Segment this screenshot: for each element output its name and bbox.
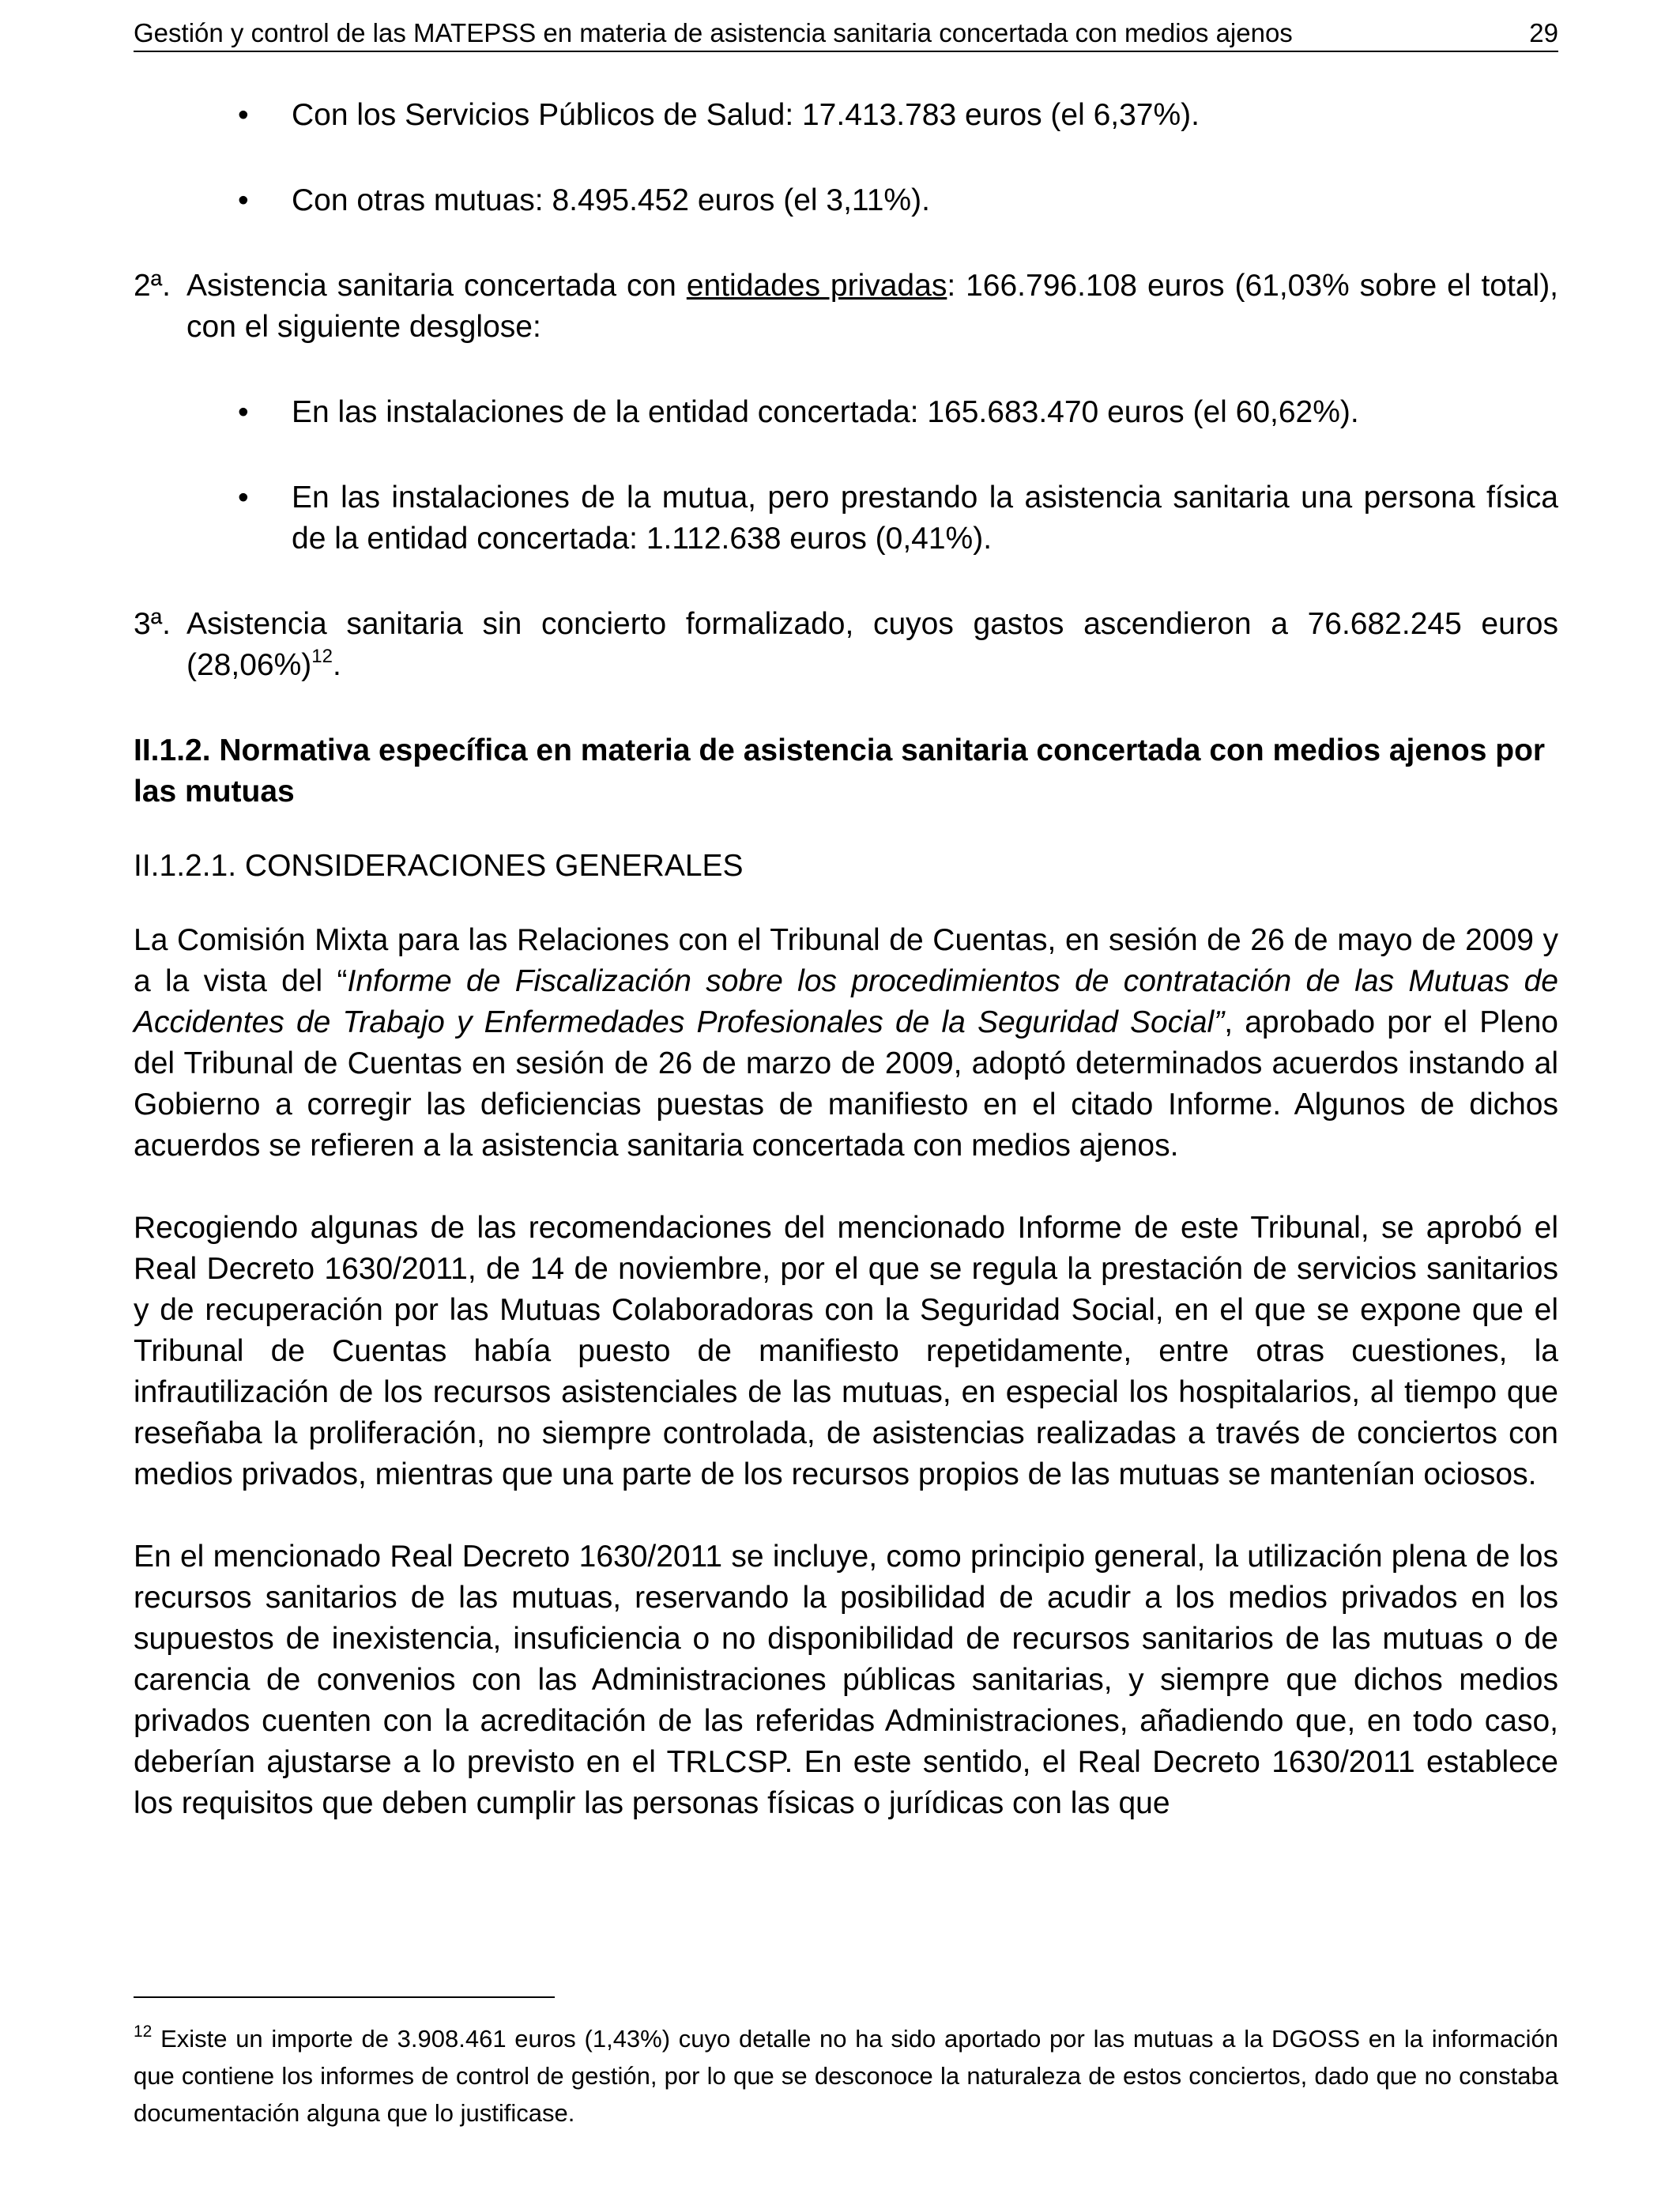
paragraph-2: Recogiendo algunas de las recomendaciones del mencionado Informe de este Tribunal, se aprobó el Real Decreto 1630/2011, de 14 de noviembre, por el que se regula la prestación de servicios sanitarios y de recuperación por las Mutuas Colaboradoras con la Seguridad Social, en el que se expone que el Tribunal de Cuentas había puesto de manifiesto repetidamente, entre otras cuestiones, la infrautilización de los recursos asistenciales de las mutuas, en especial los hospitalarios, al tiempo que reseñaba la proliferación, no siempre controlada, de asistencias realizadas a través de conciertos con medios privados, mientras que una parte de los recursos propios de las mutuas se mantenían ociosos. bbox=[134, 1211, 1558, 1491]
numbered-item-2 bbox=[134, 266, 1558, 348]
page-body bbox=[134, 95, 1558, 1865]
section-heading: II.1.2. Normativa específica en materia de asistencia sanitaria concertada con medios ajenos por las mutuas bbox=[134, 733, 1546, 809]
list-item bbox=[134, 95, 1558, 136]
footnote-number: 12 bbox=[134, 2022, 153, 2041]
bullet-icon: • bbox=[238, 481, 249, 515]
item-text-before: Asistencia sanitaria concertada con bbox=[186, 269, 687, 303]
bullet-text: En las instalaciones de la entidad concertada: 165.683.470 euros (el 60,62%). bbox=[292, 395, 1359, 429]
paragraph-3: En el mencionado Real Decreto 1630/2011 se incluye, como principio general, la utilización plena de los recursos sanitarios de las mutuas, reservando la posibilidad de acudir a los medios privados en los supuestos de inexistencia, insuficiencia o no disponibilidad de recursos sanitarios de las mutuas o de carencia de convenios con las Administraciones públicas sanitarias, y siempre que dichos medios privados cuenten con la acreditación de las referidas Administraciones, añadiendo que, en todo caso, deberían ajustarse a lo previsto en el TRLCSP. En este sentido, el Real Decreto 1630/2011 establece los requisitos que deben cumplir las personas físicas o jurídicas con las que bbox=[134, 1540, 1558, 1820]
page-number: 29 bbox=[1529, 18, 1558, 47]
numbered-item-3 bbox=[134, 604, 1558, 686]
bullet-icon: • bbox=[238, 183, 249, 217]
item-text: Asistencia sanitaria sin concierto formalizado, cuyos gastos ascendieron a 76.682.245 euros (28,06%) bbox=[186, 607, 1558, 682]
page-header bbox=[134, 17, 1558, 52]
list-item bbox=[134, 180, 1558, 221]
item-underlined-text: entidades privadas bbox=[686, 269, 947, 303]
item-ordinal: 3ª. bbox=[134, 607, 171, 641]
subsection-heading: II.1.2.1. CONSIDERACIONES GENERALES bbox=[134, 849, 744, 883]
footnote-text: Existe un importe de 3.908.461 euros (1,43%) cuyo detalle no ha sido aportado por las mutuas a la DGOSS en la información que contiene los informes de control de gestión, por lo que se desconoce la naturaleza de estos conciertos, dado que no constaba documentación alguna que lo justificase. bbox=[134, 2025, 1558, 2127]
list-item bbox=[134, 477, 1558, 560]
item-tail: . bbox=[332, 648, 341, 682]
italic-report-title: Informe de Fiscalización sobre los procedimientos de contratación de las Mutuas de Accidentes de Trabajo y Enfermedades Profesionales de la Seguridad Social” bbox=[134, 964, 1558, 1039]
footnote-separator bbox=[134, 1996, 555, 1998]
bullet-text: Con otras mutuas: 8.495.452 euros (el 3,11%). bbox=[292, 183, 930, 217]
paragraph-1 bbox=[134, 920, 1558, 1167]
footnote bbox=[134, 2020, 1558, 2132]
paragraph-text: La Comisión Mixta para las Relaciones con el Tribunal de Cuentas, en sesión de 26 de mayo de 2009 y a la vista del “ bbox=[134, 923, 1558, 998]
footnote-reference: 12 bbox=[311, 646, 333, 667]
list-item bbox=[134, 392, 1558, 433]
bullet-text: En las instalaciones de la mutua, pero prestando la asistencia sanitaria una persona física de la entidad concertada: 1.112.638 euros (0,41%). bbox=[292, 481, 1558, 556]
item-text-after: : 166.796.108 euros (61,03% sobre el total), con el siguiente desglose: bbox=[186, 269, 1559, 344]
header-title: Gestión y control de las MATEPSS en materia de asistencia sanitaria concertada con medios ajenos bbox=[134, 18, 1293, 47]
bullet-icon: • bbox=[238, 395, 249, 429]
bullet-icon: • bbox=[238, 98, 249, 132]
bullet-text: Con los Servicios Públicos de Salud: 17.413.783 euros (el 6,37%). bbox=[292, 98, 1200, 132]
item-ordinal: 2ª. bbox=[134, 269, 171, 303]
paragraph-text: , aprobado por el Pleno del Tribunal de Cuentas en sesión de 26 de marzo de 2009, adoptó determinados acuerdos instando al Gobierno a corregir las deficiencias puestas de manifiesto en el citado Informe. Algunos de dichos acuerdos se refieren a la asistencia sanitaria concertada con medios ajenos. bbox=[134, 1005, 1558, 1163]
